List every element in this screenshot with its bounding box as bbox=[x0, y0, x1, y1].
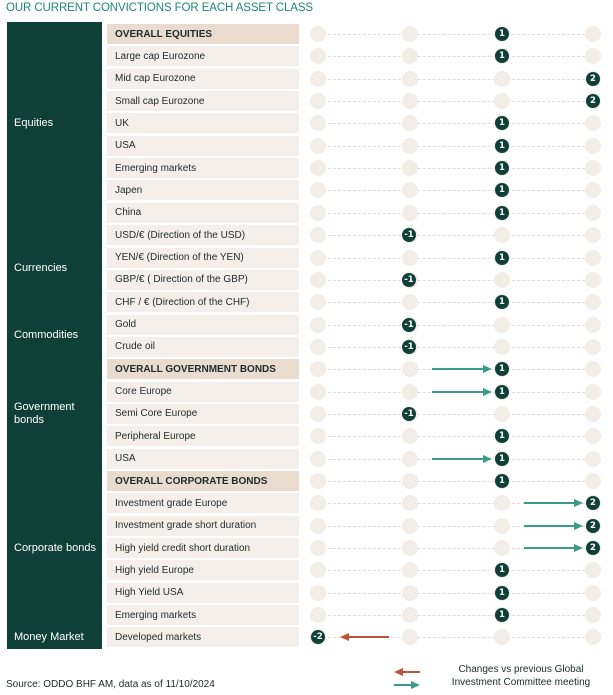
score-badge: 2 bbox=[586, 72, 600, 86]
row-label: Large cap Eurozone bbox=[107, 46, 299, 66]
scale-dot bbox=[402, 93, 418, 109]
scale-dot bbox=[585, 160, 601, 176]
score-badge: 1 bbox=[495, 161, 509, 175]
scale-dot bbox=[310, 294, 326, 310]
score-badge: 1 bbox=[495, 183, 509, 197]
scale-dot bbox=[402, 540, 418, 556]
row-label: Japen bbox=[107, 180, 299, 200]
score-badge: 1 bbox=[495, 362, 509, 376]
scale-dot bbox=[585, 428, 601, 444]
row-label: Developed markets bbox=[107, 627, 299, 647]
scale-dot bbox=[310, 160, 326, 176]
scale-dot bbox=[585, 406, 601, 422]
scale-dot bbox=[310, 48, 326, 64]
scale-dot bbox=[402, 518, 418, 534]
downgrade-arrow-icon bbox=[340, 633, 389, 641]
scale-dot bbox=[494, 629, 510, 645]
scale-dot bbox=[310, 473, 326, 489]
scale-dot bbox=[402, 182, 418, 198]
scale-dot bbox=[402, 71, 418, 87]
scale-dot bbox=[310, 205, 326, 221]
row-label: GBP/€ ( Direction of the GBP) bbox=[107, 270, 299, 290]
row-label: Peripheral Europe bbox=[107, 426, 299, 446]
scale-dot bbox=[310, 607, 326, 623]
scale-dot bbox=[585, 272, 601, 288]
source-note: Source: ODDO BHF AM, data as of 11/10/2024 bbox=[6, 679, 215, 690]
row-guide-line bbox=[318, 302, 600, 303]
scale-dot bbox=[402, 115, 418, 131]
scale-dot bbox=[310, 317, 326, 333]
row-guide-line bbox=[318, 34, 600, 35]
scale-dot bbox=[402, 473, 418, 489]
score-badge: 1 bbox=[495, 295, 509, 309]
scale-dot bbox=[585, 473, 601, 489]
score-badge: 1 bbox=[495, 452, 509, 466]
scale-dot bbox=[585, 182, 601, 198]
row-guide-line bbox=[318, 280, 600, 281]
category-commodities: Commodities bbox=[7, 313, 102, 359]
scale-dot bbox=[585, 48, 601, 64]
scale-dot bbox=[402, 629, 418, 645]
scale-dot bbox=[494, 71, 510, 87]
row-label: USA bbox=[107, 449, 299, 469]
row-label: High yield Europe bbox=[107, 560, 299, 580]
score-badge: 1 bbox=[495, 429, 509, 443]
scale-dot bbox=[310, 540, 326, 556]
upgrade-arrow-icon bbox=[432, 388, 492, 396]
score-badge: -2 bbox=[311, 630, 325, 644]
row-label: Semi Core Europe bbox=[107, 404, 299, 424]
scale-dot bbox=[310, 182, 326, 198]
score-badge: 1 bbox=[495, 251, 509, 265]
scale-dot bbox=[585, 115, 601, 131]
score-badge: 2 bbox=[586, 94, 600, 108]
score-badge: 1 bbox=[495, 27, 509, 41]
legend-green-arrow-icon bbox=[394, 681, 420, 689]
score-badge: 2 bbox=[586, 541, 600, 555]
score-badge: 1 bbox=[495, 608, 509, 622]
scale-dot bbox=[494, 518, 510, 534]
scale-dot bbox=[494, 317, 510, 333]
scale-dot bbox=[585, 317, 601, 333]
row-label: Investment grade Europe bbox=[107, 493, 299, 513]
row-label: YEN/€ (Direction of the YEN) bbox=[107, 248, 299, 268]
score-badge: -1 bbox=[402, 340, 416, 354]
scale-dot bbox=[402, 294, 418, 310]
row-guide-line bbox=[318, 101, 600, 102]
category-government-bonds: Government bonds bbox=[7, 357, 102, 470]
scale-dot bbox=[402, 451, 418, 467]
row-guide-line bbox=[318, 570, 600, 571]
scale-dot bbox=[494, 272, 510, 288]
score-badge: -1 bbox=[402, 407, 416, 421]
row-label: Core Europe bbox=[107, 382, 299, 402]
scale-dot bbox=[310, 361, 326, 377]
scale-dot bbox=[310, 384, 326, 400]
scale-dot bbox=[402, 495, 418, 511]
scale-dot bbox=[585, 585, 601, 601]
scale-dot bbox=[310, 518, 326, 534]
scale-dot bbox=[585, 138, 601, 154]
scale-dot bbox=[402, 585, 418, 601]
scale-dot bbox=[494, 495, 510, 511]
upgrade-arrow-icon bbox=[524, 499, 583, 507]
row-guide-line bbox=[318, 436, 600, 437]
scale-dot bbox=[310, 138, 326, 154]
score-badge: 1 bbox=[495, 49, 509, 63]
upgrade-arrow-icon bbox=[432, 455, 492, 463]
category-equities: Equities bbox=[7, 22, 102, 225]
row-label: USD/€ (Direction of the USD) bbox=[107, 225, 299, 245]
row-label: USA bbox=[107, 136, 299, 156]
scale-dot bbox=[310, 406, 326, 422]
scale-dot bbox=[402, 384, 418, 400]
scale-dot bbox=[310, 428, 326, 444]
row-label: Crude oil bbox=[107, 337, 299, 357]
category-corporate-bonds: Corporate bonds bbox=[7, 469, 102, 627]
score-badge: 1 bbox=[495, 385, 509, 399]
scale-dot bbox=[310, 272, 326, 288]
scale-dot bbox=[310, 26, 326, 42]
upgrade-arrow-icon bbox=[432, 365, 492, 373]
scale-dot bbox=[310, 451, 326, 467]
scale-dot bbox=[402, 26, 418, 42]
scale-dot bbox=[585, 26, 601, 42]
row-guide-line bbox=[318, 56, 600, 57]
row-guide-line bbox=[318, 258, 600, 259]
scale-dot bbox=[310, 227, 326, 243]
scale-dot bbox=[402, 138, 418, 154]
row-guide-line bbox=[318, 235, 600, 236]
row-label: Gold bbox=[107, 315, 299, 335]
page-title: OUR CURRENT CONVICTIONS FOR EACH ASSET CLASS bbox=[6, 2, 314, 14]
scale-dot bbox=[585, 227, 601, 243]
row-header-label: OVERALL GOVERNMENT BONDS bbox=[107, 359, 299, 379]
row-guide-line bbox=[318, 593, 600, 594]
row-guide-line bbox=[318, 213, 600, 214]
scale-dot bbox=[494, 540, 510, 556]
scale-dot bbox=[494, 93, 510, 109]
legend-red-arrow-icon bbox=[394, 668, 420, 676]
row-guide-line bbox=[318, 123, 600, 124]
scale-dot bbox=[402, 607, 418, 623]
category-currencies: Currencies bbox=[7, 223, 102, 314]
scale-dot bbox=[494, 339, 510, 355]
scale-dot bbox=[310, 585, 326, 601]
scale-dot bbox=[310, 339, 326, 355]
row-guide-line bbox=[318, 190, 600, 191]
row-guide-line bbox=[318, 146, 600, 147]
scale-dot bbox=[310, 115, 326, 131]
row-label: Emerging markets bbox=[107, 158, 299, 178]
row-label: UK bbox=[107, 113, 299, 133]
scale-dot bbox=[585, 607, 601, 623]
scale-dot bbox=[310, 495, 326, 511]
upgrade-arrow-icon bbox=[524, 544, 583, 552]
scale-dot bbox=[494, 406, 510, 422]
scale-dot bbox=[585, 250, 601, 266]
scale-dot bbox=[585, 205, 601, 221]
row-label: Investment grade short duration bbox=[107, 516, 299, 536]
scale-dot bbox=[310, 562, 326, 578]
row-label: Emerging markets bbox=[107, 605, 299, 625]
score-badge: 1 bbox=[495, 474, 509, 488]
scale-dot bbox=[402, 428, 418, 444]
row-guide-line bbox=[318, 79, 600, 80]
row-guide-line bbox=[318, 481, 600, 482]
scale-dot bbox=[402, 250, 418, 266]
row-label: China bbox=[107, 203, 299, 223]
scale-dot bbox=[585, 361, 601, 377]
row-label: High yield credit short duration bbox=[107, 538, 299, 558]
row-header-label: OVERALL EQUITIES bbox=[107, 24, 299, 44]
row-label: Mid cap Eurozone bbox=[107, 69, 299, 89]
scale-dot bbox=[585, 339, 601, 355]
scale-dot bbox=[310, 93, 326, 109]
scale-dot bbox=[585, 562, 601, 578]
legend-text: Changes vs previous Global Investment Committee meeting bbox=[451, 664, 591, 688]
score-badge: -1 bbox=[402, 228, 416, 242]
score-badge: 1 bbox=[495, 563, 509, 577]
scale-dot bbox=[494, 227, 510, 243]
scale-dot bbox=[585, 384, 601, 400]
row-label: Small cap Eurozone bbox=[107, 91, 299, 111]
score-badge: 1 bbox=[495, 139, 509, 153]
scale-dot bbox=[310, 71, 326, 87]
row-guide-line bbox=[318, 414, 600, 415]
row-guide-line bbox=[318, 347, 600, 348]
row-guide-line bbox=[318, 325, 600, 326]
upgrade-arrow-icon bbox=[524, 522, 583, 530]
score-badge: -1 bbox=[402, 318, 416, 332]
scale-dot bbox=[402, 205, 418, 221]
scale-dot bbox=[310, 250, 326, 266]
row-guide-line bbox=[318, 168, 600, 169]
scale-dot bbox=[402, 562, 418, 578]
score-badge: -1 bbox=[402, 273, 416, 287]
score-badge: 2 bbox=[586, 519, 600, 533]
score-badge: 1 bbox=[495, 206, 509, 220]
scale-dot bbox=[585, 629, 601, 645]
row-guide-line bbox=[318, 615, 600, 616]
scale-dot bbox=[402, 160, 418, 176]
row-label: High Yield USA bbox=[107, 583, 299, 603]
scale-dot bbox=[585, 451, 601, 467]
score-badge: 1 bbox=[495, 586, 509, 600]
score-badge: 2 bbox=[586, 496, 600, 510]
scale-dot bbox=[585, 294, 601, 310]
score-badge: 1 bbox=[495, 116, 509, 130]
scale-dot bbox=[402, 361, 418, 377]
row-header-label: OVERALL CORPORATE BONDS bbox=[107, 471, 299, 491]
scale-dot bbox=[402, 48, 418, 64]
row-label: CHF / € (Direction of the CHF) bbox=[107, 292, 299, 312]
category-money-market: Money Market bbox=[7, 625, 102, 649]
